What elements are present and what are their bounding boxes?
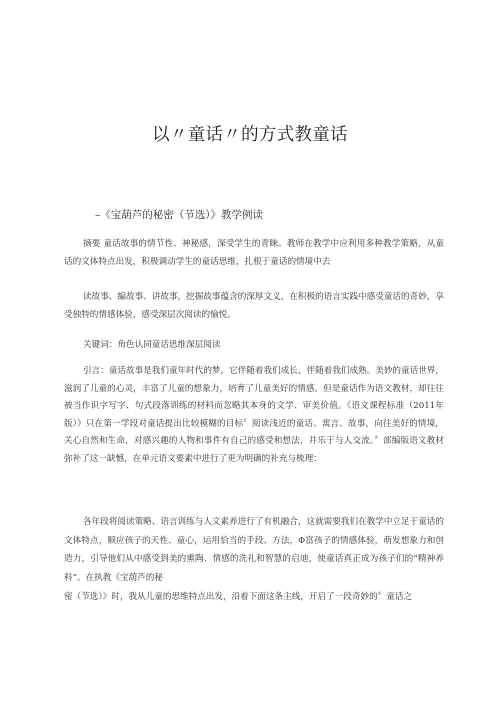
keywords-line: 关键词：角色认同童话思维深层阅读 (83, 340, 221, 350)
document-subtitle: –《宝葫芦的秘密（节选）》教学例读 (95, 209, 263, 221)
intro-paragraph: 引言：童话故事是我们童年时代的梦，它伴随着我们成长，伴随着我们成熟。美妙的童话世界，滋润了儿童的心灵，丰富了儿童的想象力，培育了儿童美好的情感。但是童话作为语文教材，却往往被当作识字写字、句式段落训练的材料而忽略其本身的文学、审美价值。《语文课程标准（2011年版）》只在第一学段对童话提出比较模糊的目标〞阅读浅近的童话、寓言、故事，向往美好的情境，关心自然和生命，对感兴趣的人物和事件有自己的感受和想法，并乐于与人交流。〞部编版语文教材弥补了这一缺憾，在单元语文要素中进行了更为明确的补充与梳理： (64, 366, 444, 464)
body-paragraph: 各年段将阅读策略、语言训练与人文素养进行了有机融合，这就需要我们在教学中立足于童话的文体特点，顺应孩子的天性、童心，运用恰当的手段、方法，Φ富孩子的情感体验，萌发想象力和创造力，引导他们从中感受到美的熏陶、情感的洗礼和智慧的启迪，使童话真正成为孩子们的“精神养料”。在执教《宝葫芦的秘 (64, 517, 444, 583)
tail-line: 密（节选）》时，我从儿童的思维特点出发，沿着下面这条主线，开启了一段奇妙的〞童话之 (64, 592, 413, 602)
abstract-continued-paragraph: 读故事、编故事、讲故事，挖掘故事蕴含的深厚文义，在积极的语言实践中感受童话的奇妙，享受独特的情感体验，感受深层次阅读的愉悦。 (64, 292, 444, 320)
document-title: 以〃童话〃的方式教童话 (152, 125, 348, 145)
abstract-paragraph: 摘要 童话故事的情节性、神秘感，深受学生的青睐。教师在教学中应利用多种教学策略，从童话的文体特点出发，积极调动学生的童话思维，扎根于童话的情境中去 (64, 239, 444, 267)
